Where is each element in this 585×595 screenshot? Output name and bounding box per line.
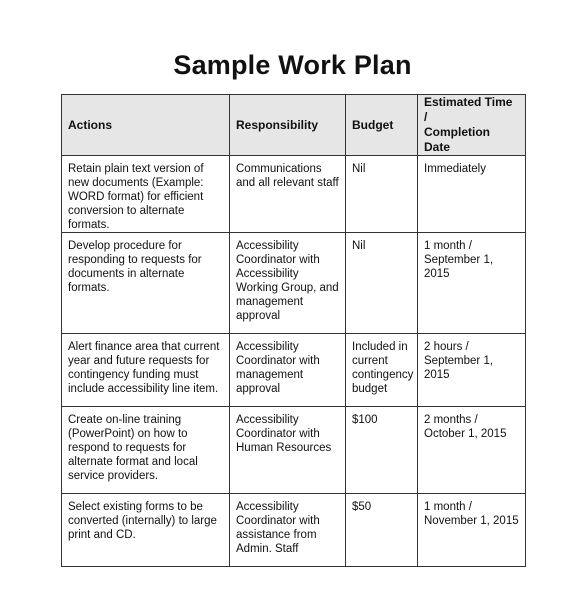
- responsibility-cell: Accessibility Coordinator with assistance from Admin. Staff: [230, 494, 346, 567]
- budget-cell: Nil: [346, 156, 418, 233]
- time-cell: 2 hours / September 1, 2015: [418, 334, 526, 407]
- table-row: [62, 156, 526, 233]
- table-row: [62, 233, 526, 334]
- action-cell: Create on-line training (PowerPoint) on how to respond to requests for alternate format and local service providers.: [62, 407, 230, 494]
- budget-cell: $100: [346, 407, 418, 494]
- responsibility-cell: Communications and all relevant staff: [230, 156, 346, 233]
- time-cell: 1 month / September 1, 2015: [418, 233, 526, 334]
- time-cell: Immediately: [418, 156, 526, 233]
- action-cell: Develop procedure for responding to requests for documents in alternate formats.: [62, 233, 230, 334]
- time-cell: 1 month / November 1, 2015: [418, 494, 526, 567]
- document-title: Sample Work Plan: [173, 50, 412, 80]
- responsibility-cell: Accessibility Coordinator with Accessibility Working Group, and management approval: [230, 233, 346, 334]
- budget-cell: $50: [346, 494, 418, 567]
- table-header-row: [62, 95, 526, 156]
- header-estimated-time: [418, 95, 526, 156]
- header-estimated-time-line1: Estimated Time /: [424, 95, 513, 124]
- header-budget: Budget: [346, 95, 418, 156]
- work-plan-table: [61, 94, 526, 567]
- table-row: [62, 407, 526, 494]
- header-responsibility: Responsibility: [230, 95, 346, 156]
- budget-cell: Included in current contingency budget: [346, 334, 418, 407]
- header-estimated-time-line2: Completion Date: [424, 125, 490, 154]
- budget-cell: Nil: [346, 233, 418, 334]
- responsibility-cell: Accessibility Coordinator with Human Resources: [230, 407, 346, 494]
- table-row: [62, 494, 526, 567]
- time-cell: 2 months / October 1, 2015: [418, 407, 526, 494]
- action-cell: Alert finance area that current year and future requests for contingency funding must include accessibility line item.: [62, 334, 230, 407]
- responsibility-cell: Accessibility Coordinator with management approval: [230, 334, 346, 407]
- action-cell: Retain plain text version of new documents (Example: WORD format) for efficient conversion to alternate formats.: [62, 156, 230, 233]
- action-cell: Select existing forms to be converted (internally) to large print and CD.: [62, 494, 230, 567]
- header-actions: Actions: [62, 95, 230, 156]
- table-row: [62, 334, 526, 407]
